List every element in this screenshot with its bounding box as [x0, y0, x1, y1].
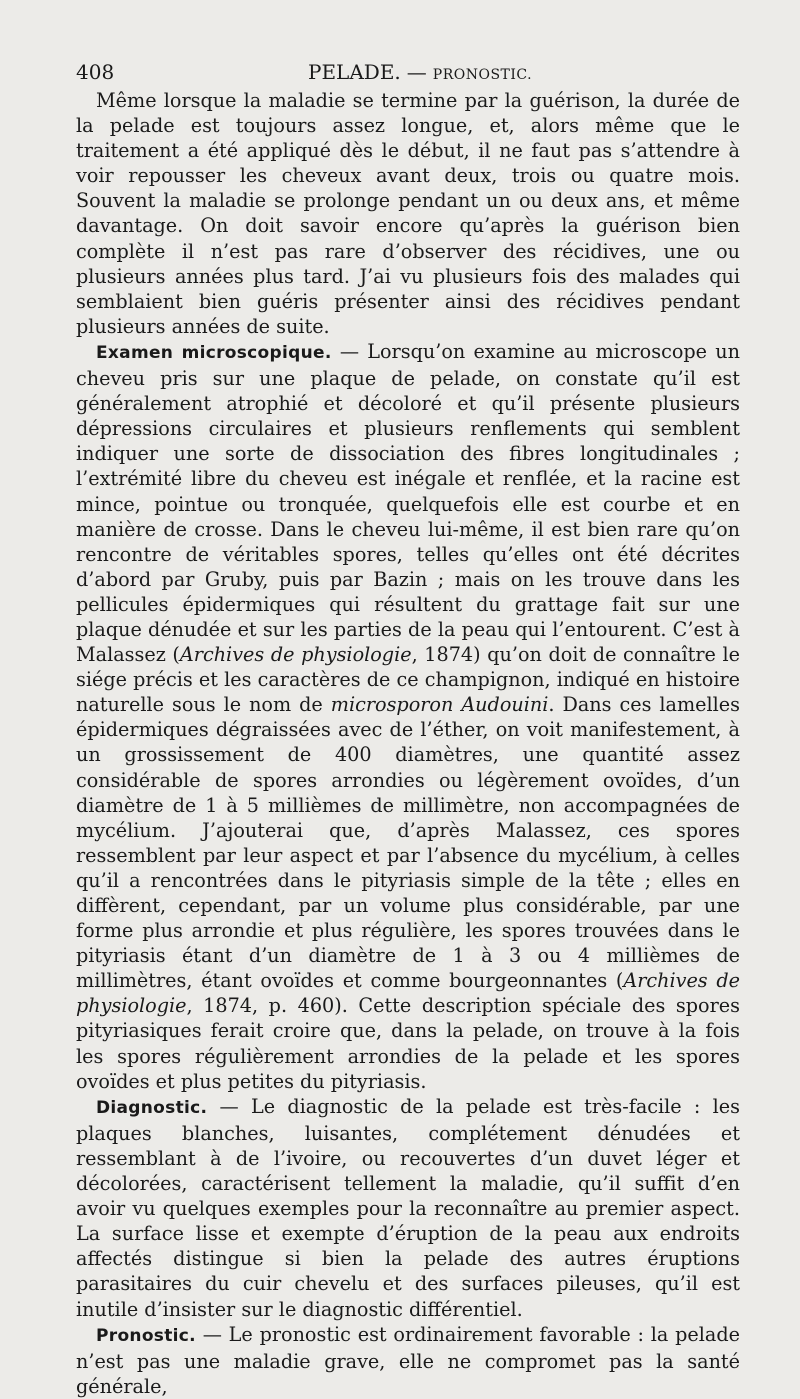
italic-citation: Archives de physiologie — [76, 969, 740, 1018]
paragraph-text: — Le pronostic est ordinairement favorable : la pelade n’est pas une maladie grave, elle ne compromet pas la santé générale, — [76, 1322, 740, 1398]
italic-species-name: microsporon Audouini — [330, 693, 549, 717]
page-number: 408 — [76, 60, 115, 84]
running-head — [76, 60, 740, 88]
body-text — [76, 88, 740, 1399]
section-heading-pronostic: Pronostic. — [96, 1325, 196, 1346]
paragraph-text: , 1874, p. 460). Cette description spéciale des spores pityriasiques ferait croire que, dans la pelade, on trouve à la fois les spores régulièrement arrondies de la pelade et les spores ovoïdes et plus petites du pityriasis. — [76, 994, 740, 1093]
running-title-dash: — — [406, 60, 427, 84]
section-heading-examen: Examen microscopique. — [96, 342, 332, 363]
running-title-subtitle: PRONOSTIC. — [432, 67, 533, 83]
paragraph-text: — Le diagnostic de la pelade est très-facile : les plaques blanches, luisantes, complétement dénudées et ressemblant à de l’ivoire, ou recouvertes d’un duvet léger et décolorées, caractérisent tellement la maladie, qu’il suffit d’en avoir vu quelques exemples pour la reconnaître au premier aspect. La surface lisse et exempte d’éruption de la peau aux endroits affectés distingue si bien la pelade des autres éruptions parasitaires du cuir chevelu et des surfaces pileuses, qu’il est inutile d’insister sur le diagnostic différentiel. — [76, 1094, 740, 1321]
running-title-main: PELADE. — [308, 60, 401, 84]
paragraph-diagnostic — [76, 1094, 740, 1322]
paragraph-text: , 1874) qu’on doit de connaître le siége précis et les caractères de ce champignon, indiqué en histoire naturelle sous le nom de — [76, 643, 740, 717]
italic-citation: Archives de physiologie — [179, 643, 412, 667]
paragraph-text: — Lorsqu’on examine au microscope un cheveu pris sur une plaque de pelade, on constate qu’il est généralement atrophié et décoloré et qu’il présente plusieurs dépressions circulaires et plusieurs renflements qui semblent indiquer une sorte de dissociation des fibres longitudinales ; l’extrémité libre du cheveu est inégale et renflée, et la racine est mince, pointue ou tronquée, quelquefois elle est courbe et en manière de crosse. Dans le cheveu lui-même, il est bien rare qu’on rencontre de véritables spores, telles qu’elles ont été décrites d’abord par Gruby, puis par Bazin ; mais on les trouve dans les pellicules épidermiques qui résultent du grattage fait sur une plaque dénudée et sur les parties de la peau qui l’entourent. C’est à Malassez ( — [76, 339, 740, 667]
section-heading-diagnostic: Diagnostic. — [96, 1097, 208, 1118]
paragraph-duree: Même lorsque la maladie se termine par la guérison, la durée de la pelade est toujours assez longue, et, alors même que le traitement a été appliqué dès le début, il ne faut pas s’attendre à voir repousser les cheveux avant deux, trois ou quatre mois. Souvent la maladie se prolonge pendant un ou deux ans, et même davantage. On doit savoir encore qu’après la guérison bien complète il n’est pas rare d’observer des récidives, une ou plusieurs années plus tard. J’ai vu plusieurs fois des malades qui semblaient bien guéris présenter ainsi des récidives pendant plusieurs années de suite. — [76, 89, 740, 338]
running-title — [308, 60, 532, 84]
paragraph-pronostic — [76, 1322, 740, 1399]
paragraph-examen-microscopique — [76, 339, 740, 1094]
paragraph-text: . Dans ces lamelles épidermiques dégraissées avec de l’éther, on voit manifestement, à un grossissement de 400 diamètres, une quantité assez considérable de spores arrondies ou légèrement ovoïdes, d’un diamètre de 1 à 5 millièmes de millimètre, non accompagnées de mycélium. J’ajouterai que, d’après Malassez, ces spores ressemblent par leur aspect et par l’absence du mycélium, à celles qu’il a rencontrées dans le pityriasis simple de la tête ; elles en diffèrent, cependant, par un volume plus considérable, par une forme plus arrondie et plus régulière, les spores trouvées dans le pityriasis étant d’un diamètre de 1 à 3 ou 4 millièmes de millimètres, étant ovoïdes et comme bourgeonnantes ( — [76, 693, 740, 993]
